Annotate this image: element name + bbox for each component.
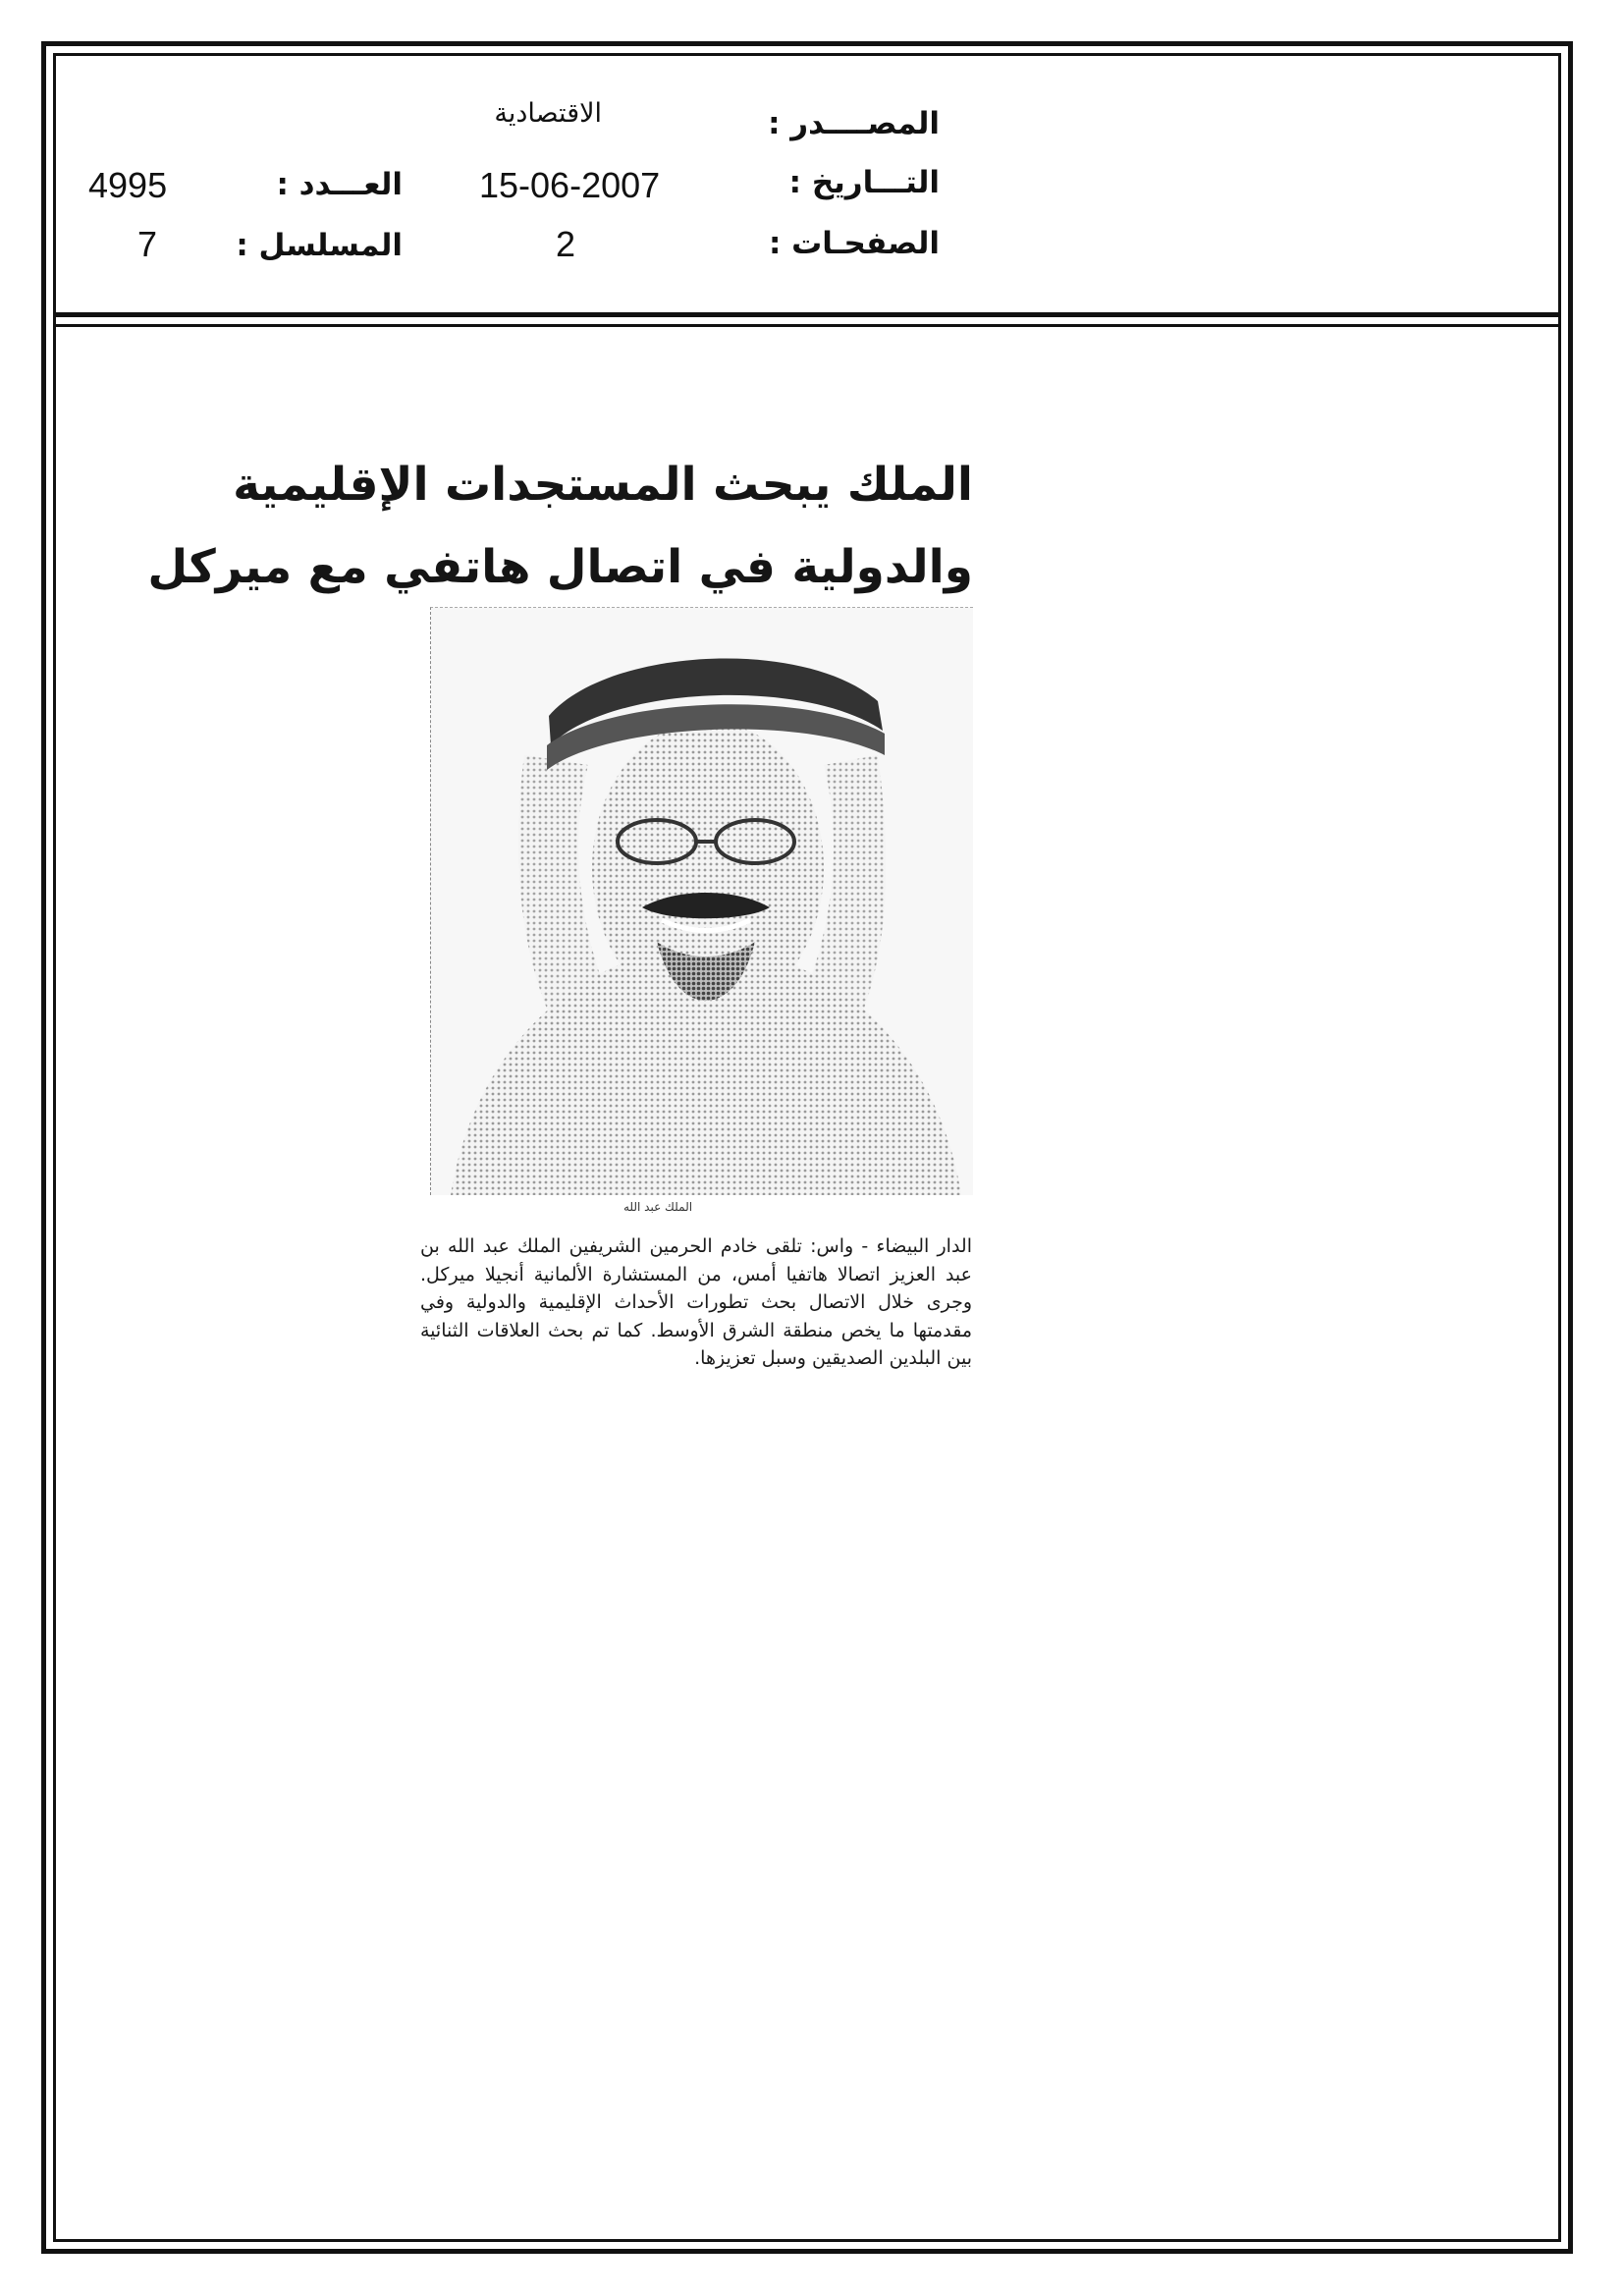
source-value: الاقتصادية [494,98,602,129]
headline-line-1: الملك يبحث المستجدات الإقليمية [233,458,973,512]
header-divider-thin [56,324,1558,327]
date-label: التـــاريخ : [788,165,940,200]
king-portrait-photo [430,607,973,1195]
headline [147,444,973,609]
issue-label: العـــدد : [276,167,403,202]
serial-value: 7 [137,224,158,264]
serial-label: المسلسل : [236,228,403,263]
pages-label: الصفحـات : [768,226,940,261]
date-value: 15-06-2007 [479,165,661,205]
source-label: المصــــدر : [768,106,940,141]
photo-caption: الملك عبد الله [622,1200,693,1214]
pages-value: 2 [556,224,576,264]
issue-value: 4995 [88,165,168,205]
article-body: الدار البيضاء - واس: تلقى خادم الحرمين الشريفين الملك عبد الله بن عبد العزيز اتصالا هاتفيا أمس، من المستشارة الألمانية أنجيلا ميركل. وجرى خلال الاتصال بحث تطورات الأحداث الإقليمية والدولية وفي مقدمتها ما يخص منطقة الشرق الأوسط. كما تم بحث العلاقات الثنائية بين البلدين الصديقين وسبل تعزيزها. [420,1235,972,1369]
header-divider [56,312,1558,317]
headline-line-2: والدولية في اتصال هاتفي مع ميركل [147,540,973,594]
